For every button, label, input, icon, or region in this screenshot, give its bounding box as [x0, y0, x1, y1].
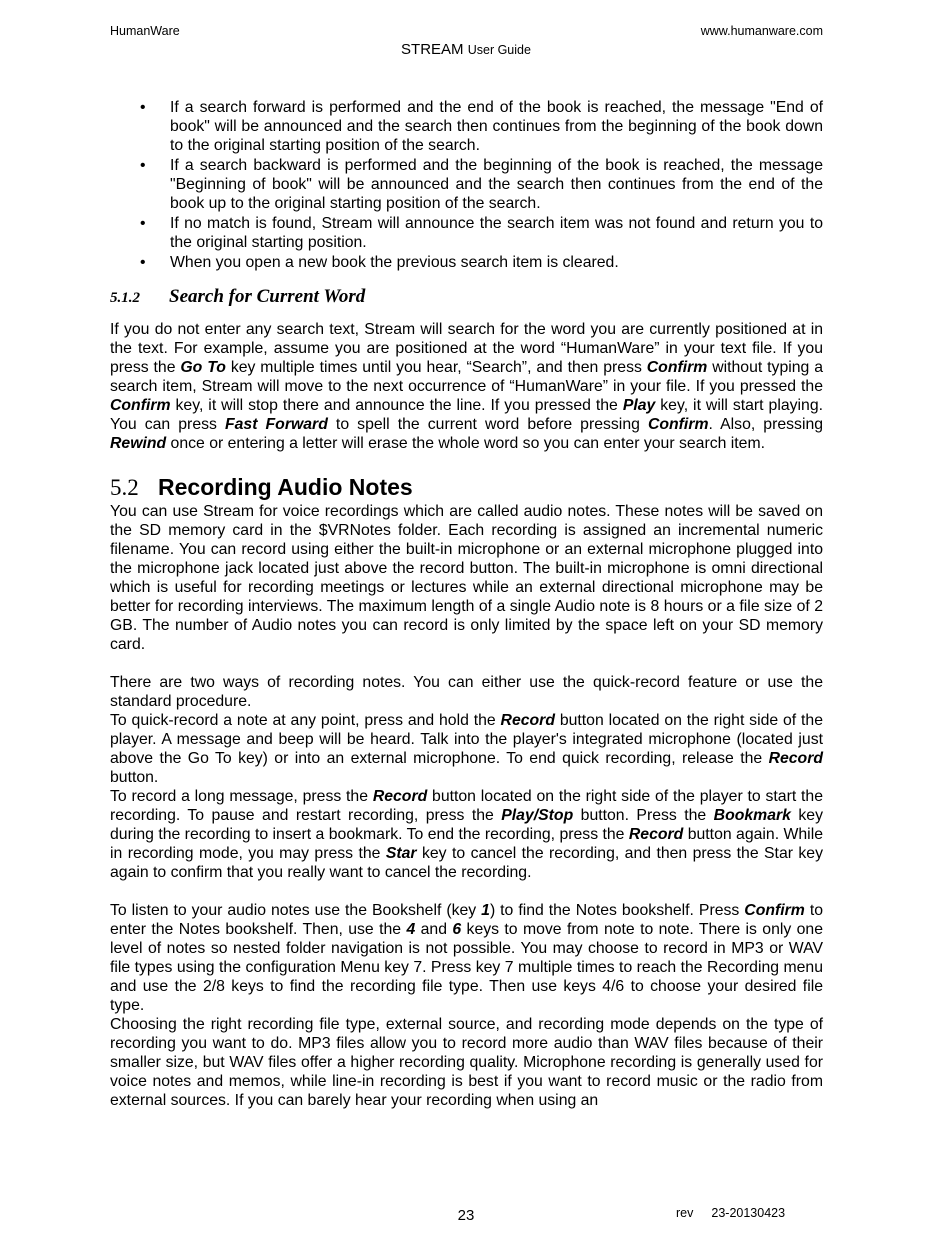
revision-code: 23-20130423	[711, 1206, 786, 1220]
header-brand: HumanWare	[110, 24, 180, 38]
list-item	[110, 214, 823, 252]
text-run: to spell the current word before pressing	[327, 416, 648, 433]
header-website: www.humanware.com	[700, 24, 823, 38]
list-item-text: If no match is found, Stream will announce the search item was not found and return you to the original starting position.	[170, 215, 823, 251]
header-title-small: User Guide	[467, 43, 531, 57]
text-run: If you do not enter any search text, Stream will search for the word you are currently positioned at in the text. For example, assume you are positioned at the word “HumanWare” in your text file. If you press the	[110, 321, 823, 376]
list-item-text: If a search backward is performed and the beginning of the book is reached, the message "Beginning of book" will be announced and the search then continues from the end of the book up to the original starting position of the search.	[170, 157, 823, 212]
subsection-heading	[110, 286, 823, 309]
header-title-main: STREAM	[401, 41, 464, 58]
key-name: Rewind	[110, 435, 167, 452]
bullet-icon: •	[140, 157, 146, 174]
key-name: Play/Stop	[501, 807, 574, 824]
section-title: Recording Audio Notes	[158, 474, 413, 500]
text-run: and	[415, 921, 453, 938]
subsection-number: 5.1.2	[110, 290, 140, 306]
quick-record-paragraph	[110, 711, 823, 787]
page-number: 23	[457, 1207, 475, 1224]
text-run: key to cancel the recording, and then press the Star key again to confirm that you really want to cancel the recording.	[110, 845, 823, 881]
text-run: button. Press the	[573, 807, 714, 824]
text-run: button located on the right side of the player. A message and beep will be heard. Talk into the player's integrated microphone (located just above the Go To key) or into an external microphone. To end quick recording, release the	[110, 712, 823, 767]
bullet-icon: •	[140, 99, 146, 116]
key-name: Fast Forward	[224, 416, 328, 433]
key-name: Record	[372, 788, 428, 805]
text-run: button.	[110, 769, 159, 786]
paragraph-gap	[110, 882, 823, 901]
key-name: Play	[622, 397, 656, 414]
long-message-paragraph	[110, 787, 823, 882]
text-run: key, it will start playing. You can press	[110, 397, 823, 433]
text-run: button again. While in recording mode, you may press the	[110, 826, 823, 862]
key-name: 1	[481, 902, 490, 919]
text-run: key multiple times until you hear, “Search”, and then press	[225, 359, 647, 376]
key-name: Record	[500, 712, 555, 729]
text-run: key, it will stop there and announce the line. If you pressed the	[170, 397, 623, 414]
text-run: ) to find the Notes bookshelf. Press	[489, 902, 745, 919]
list-item-text: If a search forward is performed and the end of the book is reached, the message "End of book" will be announced and the search then continues from the beginning of the book down to the original starting position of the search.	[170, 99, 823, 154]
key-name: Record	[768, 750, 823, 767]
list-item	[110, 253, 823, 272]
text-run: To quick-record a note at any point, press and hold the	[110, 712, 501, 729]
list-item	[110, 98, 823, 155]
key-name: Bookmark	[713, 807, 791, 824]
key-name: Record	[628, 826, 684, 843]
list-item-text: When you open a new book the previous search item is cleared.	[170, 254, 619, 271]
text-run: keys to move from note to note. There is only one level of notes so nested folder navigation is not possible. You may choose to record in MP3 or WAV file types using the configuration Menu key 7. Press key 7 multiple times to reach the Recording menu and use the 2/8 keys to find the recording file type. Then use keys 4/6 to choose your desired file type.	[110, 921, 824, 1014]
key-name: 6	[452, 921, 462, 938]
audio-notes-intro: You can use Stream for voice recordings which are called audio notes. These notes will be saved on the SD memory card in the $VRNotes folder. Each recording is assigned an incremental numeric filename. You can record using either the built-in microphone or an external microphone plugged into the microphone jack located just above the record button. The built-in microphone is omni directional which is useful for recording meetings or lectures while an external directional microphone may be better for recording interviews. The maximum length of a single Audio note is 8 hours or a file size of 2 GB. The number of Audio notes you can record is only limited by the space left on your SD memory card.	[110, 503, 823, 653]
section-number: 5.2	[110, 475, 139, 500]
text-run: . Also, pressing	[708, 416, 824, 433]
key-name: Confirm	[647, 416, 709, 433]
subsection-title: Search for Current Word	[169, 286, 366, 307]
text-run: To record a long message, press the	[110, 788, 373, 805]
header-document-title	[0, 41, 932, 58]
paragraph-gap	[110, 654, 823, 673]
key-name: 4	[406, 921, 416, 938]
listen-paragraph	[110, 901, 823, 1015]
key-name: Confirm	[744, 902, 805, 919]
key-name: Confirm	[110, 397, 171, 414]
revision-info	[676, 1206, 785, 1220]
text-run: once or entering a letter will erase the whole word so you can enter your search item.	[166, 435, 766, 452]
text-run: To listen to your audio notes use the Bookshelf (key	[110, 902, 482, 919]
key-name: Confirm	[646, 359, 708, 376]
text-run: key during the recording to insert a bookmark. To end the recording, press the	[110, 807, 823, 843]
text-run: button located on the right side of the player to start the recording. To pause and restart recording, press the	[110, 788, 823, 824]
section-heading	[110, 474, 823, 501]
list-item	[110, 156, 823, 213]
search-behavior-list	[110, 98, 823, 272]
current-word-paragraph	[110, 320, 823, 453]
bullet-icon: •	[140, 254, 146, 271]
key-name: Star	[385, 845, 417, 862]
text-run: to enter the Notes bookshelf. Then, use the	[110, 902, 823, 938]
revision-label: rev	[676, 1206, 694, 1220]
text-run: without typing a search item, Stream will move to the next occurrence of “HumanWare” in your file. If you pressed the	[110, 359, 823, 395]
key-name: Go To	[180, 359, 226, 376]
page-body	[110, 98, 823, 1110]
bullet-icon: •	[140, 215, 146, 232]
two-ways-paragraph: There are two ways of recording notes. You can either use the quick-record feature or use the standard procedure.	[110, 674, 823, 710]
choosing-paragraph: Choosing the right recording file type, external source, and recording mode depends on the type of recording you want to do. MP3 files allow you to record more audio than WAV files because of their smaller size, but WAV files offer a higher recording quality. Microphone recording is generally used for voice notes and memos, while line-in recording is best if you want to record music or the radio from external sources. If you can barely hear your recording when using an	[110, 1016, 823, 1109]
